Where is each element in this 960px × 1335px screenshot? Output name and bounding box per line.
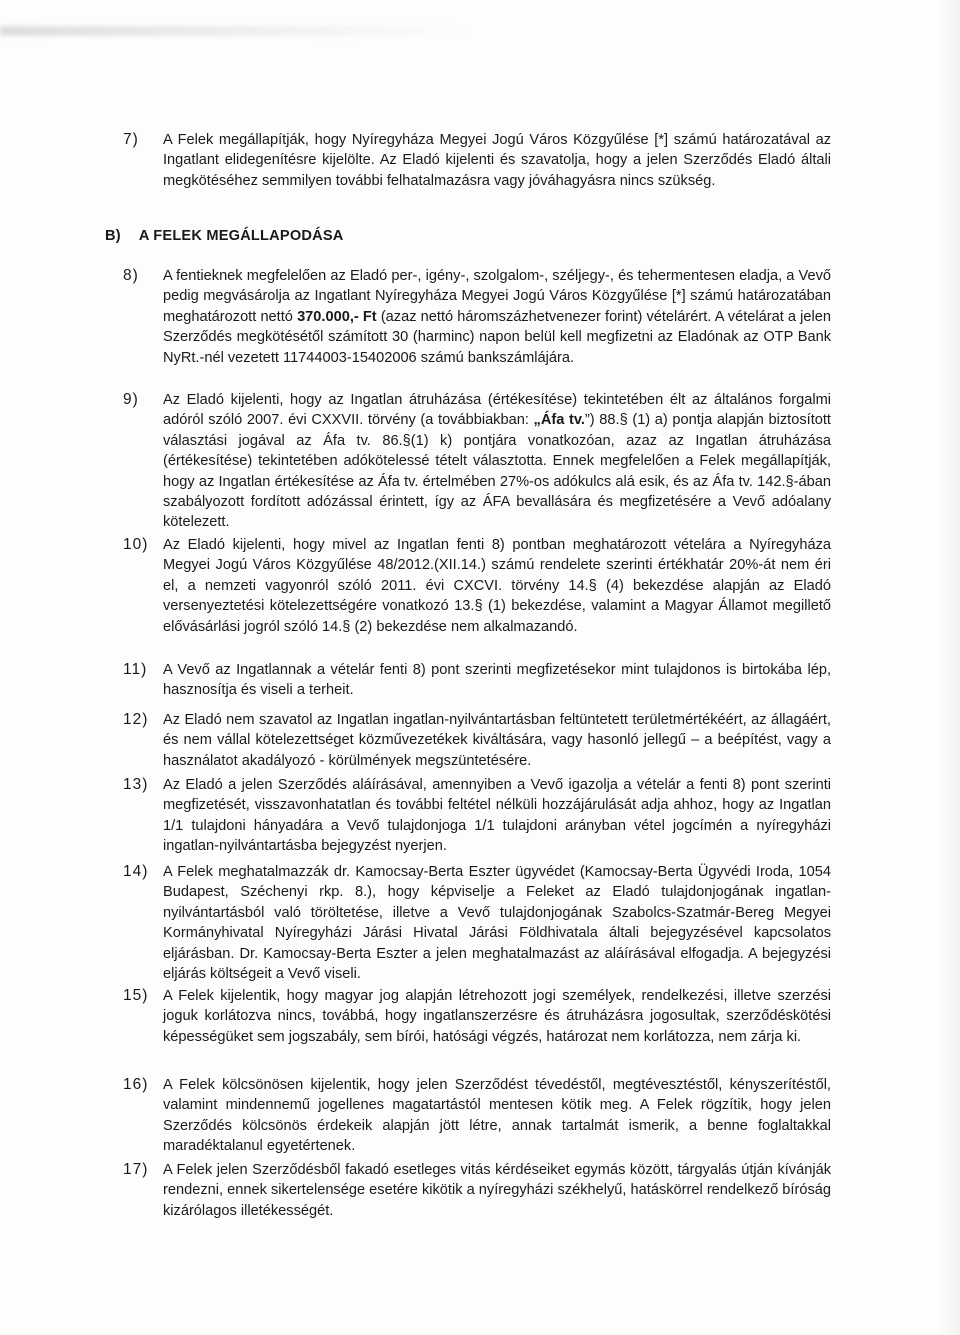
clause-text: A Felek jelen Szerződésből fakadó esetleges vitás kérdéseiket egymás között, tárgyalás útján kívánják rendezni, ennek sikertelensége esetére kikötik a nyíregyházi székhelyű, hatáskörrel rendelkező bíróság kizárólagos illetékességét.	[163, 1162, 831, 1219]
clause-text: A Felek kölcsönösen kijelentik, hogy jelen Szerződést tévedéstől, megtévesztéstől, kényszerítéstől, valamint mindennemű jogellenes magatartástól mentesen kötik meg. A Felek rögzítik, hogy jelen Szerződés kölcsönös érdekeik alapján jött létre, annak tartalmát ismerik, a benne foglaltakkal maradéktalanul egyetértenek.	[163, 1077, 831, 1155]
clause-10	[123, 535, 831, 637]
clause-9	[123, 390, 831, 533]
clause-text-part-a: A fentieknek megfelelően az Eladó per-, igény-, szolgalom-, széljegy-, és tehermentesen eladja, a Vevő pedig megvásárolja az Ingatlant Nyíregyháza Megyei Jogú Város Közgyűlése [*] számú határozatában meghatározott nettó	[163, 268, 831, 325]
clause-13	[123, 775, 831, 857]
clause-number: 10)	[123, 536, 149, 553]
clause-text-part-b: ”) 88.§ (1) a) pontja alapján biztosított választási jogával az Áfa tv. 86.§(1) k) pontjára vonatkozóan, azaz az Ingatlan átruházása (értékesítése) tekintetében adókötelessé tételt választotta. Ennek megfelelően a Felek megállapítják, hogy az Ingatlan értékesítése az Áfa tv. értelmében 27%-os adókulcs alá esik, és az Áfa tv. 142.§-ában szabályozott fordított adózással érintett, így az ÁFA bevallására és megfizetésére a Vevő adóalany kötelezett.	[163, 412, 831, 531]
clause-number: 16)	[123, 1076, 149, 1093]
clause-15	[123, 986, 831, 1047]
clause-8	[123, 266, 832, 368]
section-title: A FELEK MEGÁLLAPODÁSA	[138, 228, 344, 244]
clause-number: 17)	[123, 1161, 149, 1178]
clause-number: 13)	[123, 776, 149, 793]
clause-text-part-b: (azaz nettó háromszázhetvenezer forint) vételárért. A vételárat a jelen Szerződés megkötésétől számított 30 (harminc) napon belül kell megfizetni az Eladónak az OTP Bank NyRt.-nél vezetett 11744003-15402006 számú bankszámlájára.	[163, 308, 832, 366]
clause-text: A Vevő az Ingatlannak a vételár fenti 8) pont szerinti megfizetésekor mint tulajdonos is birtokába lép, hasznosítja és viseli a terheit.	[163, 662, 831, 699]
clause-16	[123, 1075, 831, 1157]
section-label: B)	[105, 228, 121, 244]
clause-7	[123, 130, 831, 191]
scan-shadow-right	[936, 0, 960, 1335]
clause-text: A Felek meghatalmazzák dr. Kamocsay-Berta Eszter ügyvédet (Kamocsay-Berta Ügyvédi Iroda, 1054 Budapest, Széchenyi rkp. 8.), hogy képviselje a Feleket az Eladó tulajdonjogának ingatlan-nyilvántartásból való töröltetése, illetve a Vevő tulajdonjogának Szabolcs-Szatmár-Bereg Megyei Kormányhivatal Nyíregyházi Járási Hivatal Járási Földhivatala általi bejegyzésével kapcsolatos eljárásban. Dr. Kamocsay-Berta Eszter a jelen meghatalmazást az aláírásával elfogadja. A bejegyzési eljárás költségeit a Vevő viseli.	[163, 864, 831, 983]
clause-12	[123, 710, 831, 771]
clause-number: 14)	[123, 863, 149, 880]
clause-text: Az Eladó kijelenti, hogy mivel az Ingatlan fenti 8) pontban meghatározott vételára a Nyíregyháza Megyei Jogú Város Közgyűlése 48/2012.(XII.14.) számú rendelete szerinti értékhatár 20%-át nem éri el, a nemzeti vagyonról szóló 2011. évi CXCVI. törvény 14.§ (4) bekezdése alapján az Eladó versenyeztetési kötelezettségére vonatkozó 13.§ (1) bekezdése, valamint a Magyar Államot megillető elővásárlási jogról szóló 14.§ (2) bekezdése nem alkalmazandó.	[163, 537, 831, 635]
afa-tv-abbrev: „Áfa tv.	[533, 412, 585, 429]
clause-number: 12)	[123, 711, 149, 728]
clause-number: 11)	[123, 661, 148, 678]
clause-number: 7)	[123, 131, 139, 148]
clause-number: 8)	[123, 267, 139, 284]
clause-text: Az Eladó nem szavatol az Ingatlan ingatlan-nyilvántartásban feltüntetett területmértékéért, az állagáért, és nem vállal kötelezettséget közművezetékek kiváltására, vagy hasonló jellegű – a beépítést, vagy a használatot akadályozó - körülmények megszüntetésére.	[163, 712, 831, 769]
clause-number: 9)	[123, 391, 139, 408]
clause-text: Az Eladó a jelen Szerződés aláírásával, amennyiben a Vevő igazolja a vételár a fenti 8) pont szerinti megfizetését, visszavonhatatlan és további feltétel nélküli hozzájárulását adja ahhoz, hogy az Ingatlan 1/1 tulajdoni hányadára a Vevő tulajdonjoga 1/1 tulajdoni arányban vétel jogcímén a nyíregyházi ingatlan-nyilvántartásba bejegyzést nyerjen.	[163, 777, 831, 855]
section-heading-b	[105, 228, 344, 244]
purchase-price: 370.000,- Ft	[297, 308, 377, 325]
clause-text: A Felek megállapítják, hogy Nyíregyháza Megyei Jogú Város Közgyűlése [*] számú határozatával az Ingatlant elidegenítésre kijelölte. Az Eladó kijelenti és szavatolja, hogy a jelen Szerződés Eladó általi megkötéséhez semmilyen további felhatalmazásra vagy jóváhagyásra nincs szükség.	[163, 132, 831, 189]
clause-17	[123, 1160, 831, 1221]
clause-text: A Felek kijelentik, hogy magyar jog alapján létrehozott jogi személyek, rendelkezési, illetve szerzési joguk korlátozva nincs, továbbá, hogy ingatlanszerzésre és átruházásra jogosultak, szerződéskötési képességüket sem jogszabály, sem bírói, hatósági végzés, határozat nem korlátozza, nem zárja ki.	[163, 988, 831, 1045]
clause-14	[123, 862, 831, 984]
clause-number: 15)	[123, 987, 149, 1004]
scan-shadow-top	[0, 26, 470, 36]
clause-text-part-a: Az Eladó kijelenti, hogy az Ingatlan átruházása (értékesítése) tekintetében élt az általános forgalmi adóról szóló 2007. évi CXXVII. törvény (a továbbiakban:	[163, 392, 831, 429]
clause-11	[123, 660, 831, 701]
